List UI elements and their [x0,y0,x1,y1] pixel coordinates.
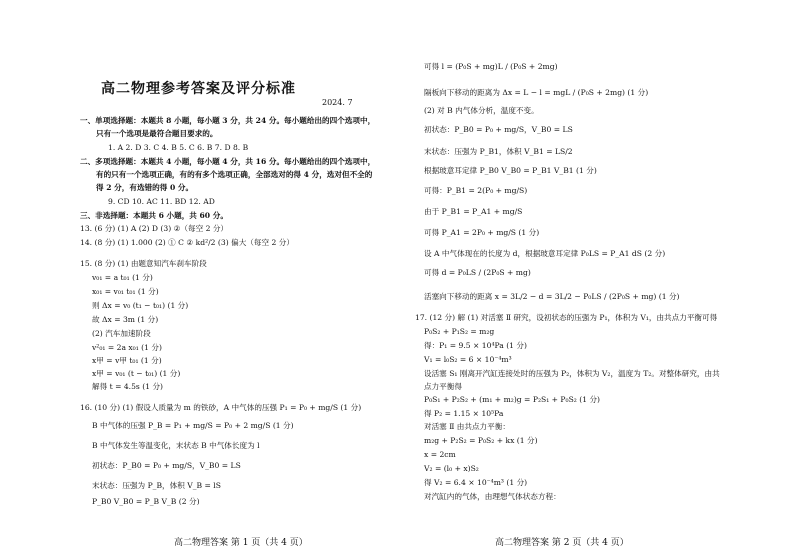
answer-16-intro: 16. (10 分) (1) 假设人质量为 m 的铁砂，A 中气体的压强 P₁ = P₀ + mg/S (1 分) [80,403,362,412]
section-2-heading-cont: 有的只有一个选项正确，有的有多个选项正确，全部选对的得 4 分，选对但不全的 [96,170,373,179]
answer-17-line: 得 P₂ = 1.15 × 10⁵Pa [424,409,504,418]
answer-16-line: B 中气体发生等温变化，末状态 B 中气体长度为 l [92,441,260,450]
answer-17-line: 得 V₂ = 6.4 × 10⁻⁴m³ (1 分) [424,478,528,487]
answer-15-line: 故 Δx = 3m (1 分) [92,315,159,324]
answer-17-line: V₂ = (l₀ + x)S₂ [424,464,479,473]
section-1-heading-cont: 只有一个选项是最符合题目要求的。 [96,129,218,138]
answer-15-line: x₀₁ = v₀₁ t₀₁ (1 分) [92,287,159,296]
answer-16-line: 可得：P_B1 = 2(P₀ + mg/S) [424,186,528,195]
answer-page-2 [397,0,794,558]
answer-14: 14. (8 分) (1) 1.000 (2) ① C ② kd²/2 (3) 偏大（每空 2 分） [80,238,294,247]
answer-16-line: 可得 P_A1 = 2P₀ + mg/S (1 分) [424,228,540,237]
answer-15-line: x甲 = v甲 t₀₁ (1 分) [92,356,162,365]
answer-17-line: 点力平衡得 [424,382,462,391]
answer-17-line: 对汽缸内的气体，由理想气体状态方程： [424,492,561,501]
page-footer: 高二物理答案 第 1 页（共 4 页） [174,538,308,548]
answer-17-line: 对活塞 Ⅱ 由共点力平衡： [424,422,510,431]
section-2-heading: 二、多项选择题：本题共 4 小题，每小题 4 分，共 16 分。每小题给出的四个选项中， [80,157,376,166]
answer-16-line: 可得 l = (P₀S + mg)L / (P₀S + 2mg) [424,62,558,71]
answer-16-line: 初状态：P_B0 = P₀ + mg/S，V_B0 = LS [92,461,241,470]
answer-16-line: 根据玻意耳定律 P_B0 V_B0 = P_B1 V_B1 (1 分) [424,166,597,175]
answer-15-line: 则 Δx = v₀ (t₁ − t₀₁) (1 分) [92,301,189,310]
answer-16-line: 末状态：压强为 P_B1，体积 V_B1 = LS/2 [424,147,573,156]
answer-16-line: 隔板向下移动的距离为 Δx = L − l = mgL / (P₀S + 2mg) (1 分) [424,88,649,97]
answer-15-line: v²₀₁ = 2a x₀₁ (1 分) [92,343,162,352]
answers-1-8: 1. A 2. D 3. C 4. B 5. C 6. B 7. D 8. B [108,143,249,152]
answer-15-intro: 15. (8 分) (1) 由题意知汽车刹车阶段 [80,259,207,268]
section-2-heading-cont2: 得 2 分，有选错的得 0 分。 [96,183,194,192]
answer-16-line: 可得 d = P₀LS / (2P₀S + mg) [424,268,531,277]
exam-date: 2024. 7 [322,98,353,107]
answer-17-line: 设活塞 S₁ 刚离开汽缸连接处时的压强为 P₂，体积为 V₂，温度为 T₂。对整体研究，由共 [424,369,720,378]
answer-16-line: 活塞向下移动的距离 x = 3L/2 − d = 3L/2 − P₀LS / (2P₀S + mg) (1 分) [424,292,680,301]
answer-17-intro: 17. (12 分) 解 (1) 对活塞 Ⅱ 研究，设初状态的压强为 P₁，体积为 V₁，由共点力平衡可得 [415,313,718,322]
answer-16-line: (2) 对 B 内气体分析，温度不变。 [424,106,539,115]
answer-15-line: 解得 t = 4.5s (1 分) [92,382,163,391]
answer-15-line: (2) 汽车加速阶段 [92,329,151,338]
section-3-heading: 三、非选择题：本题共 6 小题，共 60 分。 [80,211,228,220]
answer-16-line: 末状态：压强为 P_B，体积 V_B = lS [92,481,221,490]
answer-16-line: 由于 P_B1 = P_A1 + mg/S [424,207,523,216]
answer-16-line: P_B0 V_B0 = P_B V_B (2 分) [92,497,200,506]
answer-17-line: 得：P₁ = 9.5 × 10⁴Pa (1 分) [424,341,527,350]
answer-15-line: x甲 = v₀₁ (t − t₀₁) (1 分) [92,369,181,378]
answer-16-line: B 中气体的压强 P_B = P₁ + mg/S = P₀ + 2 mg/S (1 分) [92,421,294,430]
answer-17-line: P₀S₁ + P₂S₂ + (m₁ + m₂)g = P₂S₁ + P₀S₂ (1 分) [424,395,601,404]
answer-17-line: x = 2cm [424,450,456,459]
section-1-heading: 一、单项选择题：本题共 8 小题，每小题 3 分，共 24 分。每小题给出的四个选项中， [80,116,376,125]
answer-15-line: v₀₁ = a t₀₁ (1 分) [92,273,153,282]
page-title: 高二物理参考答案及评分标准 [101,81,296,97]
page-footer: 高二物理答案 第 2 页（共 4 页） [495,538,629,548]
answers-9-12: 9. CD 10. AC 11. BD 12. AD [108,197,215,206]
answer-17-line: V₁ = l₀S₂ = 6 × 10⁻⁴m³ [424,355,512,364]
answer-16-line: 设 A 中气体现在的长度为 d，根据玻意耳定律 P₀LS = P_A1 dS (2 分) [424,249,666,258]
answer-13: 13. (6 分) (1) A (2) D (3) ②（每空 2 分） [80,224,229,233]
answer-17-line: P₀S₂ + P₁S₂ = m₂g [424,327,495,336]
answer-17-line: m₂g + P₂S₂ = P₀S₂ + kx (1 分) [424,436,538,445]
answer-16-line: 初状态：P_B0 = P₀ + mg/S，V_B0 = LS [424,125,573,134]
